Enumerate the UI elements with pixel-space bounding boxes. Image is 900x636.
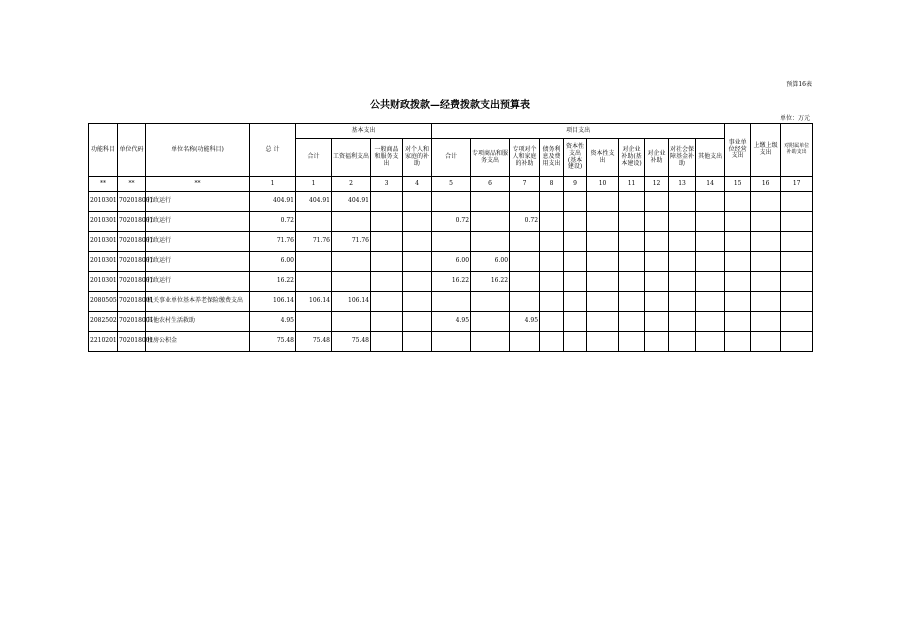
project-personal-cell: 4.95 (510, 312, 540, 332)
budget-table (88, 123, 813, 352)
debt-interest-cell (540, 312, 564, 332)
unit-code-cell: 702018001 (118, 252, 146, 272)
index-cell: ** (118, 177, 146, 192)
unit-name-cell: 行政运行 (146, 252, 250, 272)
basic-salary-cell (332, 212, 371, 232)
superior-cell (751, 312, 781, 332)
basic-salary-cell: 75.48 (332, 332, 371, 352)
header-basic-sub: 对个人和家庭的补助 (403, 139, 432, 177)
enterprise-cell (645, 252, 669, 272)
func-code-cell: 2010301 (89, 232, 118, 252)
header-project-sub: 专项商品和服务支出 (471, 139, 510, 177)
index-cell: 3 (371, 177, 403, 192)
header-total: 总 计 (250, 124, 296, 177)
index-cell: 16 (751, 177, 781, 192)
project-goods-cell: 16.22 (471, 272, 510, 292)
header-basic-sub: 一般商品和服务支出 (371, 139, 403, 177)
subsidy-cell (781, 252, 813, 272)
header-subsidy: 对附属单位补助支出 (781, 124, 813, 177)
func-code-cell: 2010301 (89, 192, 118, 212)
other-cell (696, 192, 725, 212)
social-security-cell (669, 212, 696, 232)
social-security-cell (669, 272, 696, 292)
other-cell (696, 272, 725, 292)
project-goods-cell (471, 312, 510, 332)
unit-name-cell: 行政运行 (146, 232, 250, 252)
basic-total-cell: 106.14 (296, 292, 332, 312)
superior-cell (751, 272, 781, 292)
subsidy-cell (781, 332, 813, 352)
business-cell (725, 232, 751, 252)
superior-cell (751, 232, 781, 252)
social-security-cell (669, 252, 696, 272)
capital-cell (587, 232, 619, 252)
unit-name-cell: 住房公积金 (146, 332, 250, 352)
subsidy-cell (781, 212, 813, 232)
basic-salary-cell: 71.76 (332, 232, 371, 252)
social-security-cell (669, 192, 696, 212)
project-personal-cell (510, 272, 540, 292)
subsidy-cell (781, 232, 813, 252)
debt-interest-cell (540, 332, 564, 352)
unit-name-cell: 机关事业单位基本养老保险缴费支出 (146, 292, 250, 312)
basic-total-cell (296, 252, 332, 272)
basic-total-cell (296, 312, 332, 332)
total-cell: 0.72 (250, 212, 296, 232)
other-cell (696, 332, 725, 352)
project-personal-cell (510, 232, 540, 252)
table-number-label: 预算16表 (786, 81, 812, 88)
unit-code-cell: 702018001 (118, 272, 146, 292)
basic-goods-cell (371, 252, 403, 272)
basic-personal-cell (403, 272, 432, 292)
unit-name-cell: 行政运行 (146, 192, 250, 212)
capital-cell (587, 252, 619, 272)
func-code-cell: 2080505 (89, 292, 118, 312)
project-personal-cell (510, 252, 540, 272)
header-project-sub: 合计 (432, 139, 471, 177)
capital-cell (587, 192, 619, 212)
index-cell: 11 (619, 177, 645, 192)
superior-cell (751, 332, 781, 352)
unit-code-cell: 702018001 (118, 312, 146, 332)
header-unit-code: 单位代码 (118, 124, 146, 177)
capital-cell (587, 332, 619, 352)
basic-salary-cell (332, 312, 371, 332)
debt-interest-cell (540, 232, 564, 252)
social-security-cell (669, 332, 696, 352)
index-cell: 17 (781, 177, 813, 192)
index-cell: 13 (669, 177, 696, 192)
basic-goods-cell (371, 192, 403, 212)
capital-construction-cell (564, 332, 587, 352)
enterprise-cell (645, 232, 669, 252)
total-cell: 4.95 (250, 312, 296, 332)
enterprise-construction-cell (619, 312, 645, 332)
basic-goods-cell (371, 272, 403, 292)
project-goods-cell (471, 332, 510, 352)
table-row (89, 192, 813, 212)
project-total-cell: 4.95 (432, 312, 471, 332)
capital-cell (587, 312, 619, 332)
superior-cell (751, 252, 781, 272)
superior-cell (751, 292, 781, 312)
debt-interest-cell (540, 292, 564, 312)
enterprise-cell (645, 332, 669, 352)
capital-cell (587, 212, 619, 232)
basic-personal-cell (403, 332, 432, 352)
header-basic-sub: 合计 (296, 139, 332, 177)
table-row (89, 252, 813, 272)
superior-cell (751, 192, 781, 212)
capital-cell (587, 292, 619, 312)
social-security-cell (669, 312, 696, 332)
column-index-row (89, 177, 813, 192)
func-code-cell: 2082502 (89, 312, 118, 332)
basic-total-cell: 75.48 (296, 332, 332, 352)
capital-construction-cell (564, 232, 587, 252)
project-goods-cell: 6.00 (471, 252, 510, 272)
table-row (89, 212, 813, 232)
unit-code-cell: 702018001 (118, 292, 146, 312)
enterprise-cell (645, 272, 669, 292)
basic-personal-cell (403, 192, 432, 212)
func-code-cell: 2010301 (89, 272, 118, 292)
table-row (89, 272, 813, 292)
basic-salary-cell (332, 252, 371, 272)
header-project-sub: 债务利息及费用支出 (540, 139, 564, 177)
unit-name-cell: 行政运行 (146, 272, 250, 292)
basic-total-cell (296, 272, 332, 292)
business-cell (725, 212, 751, 232)
header-project-sub: 对社会保障基金补助 (669, 139, 696, 177)
total-cell: 404.91 (250, 192, 296, 212)
basic-personal-cell (403, 212, 432, 232)
header-basic-sub: 工资福利支出 (332, 139, 371, 177)
other-cell (696, 292, 725, 312)
basic-salary-cell: 404.91 (332, 192, 371, 212)
index-cell: 14 (696, 177, 725, 192)
index-cell: 15 (725, 177, 751, 192)
index-cell: 2 (332, 177, 371, 192)
debt-interest-cell (540, 272, 564, 292)
basic-personal-cell (403, 232, 432, 252)
enterprise-cell (645, 192, 669, 212)
enterprise-construction-cell (619, 232, 645, 252)
basic-goods-cell (371, 332, 403, 352)
page-title: 公共财政拨款—经费拨款支出预算表 (370, 100, 530, 111)
enterprise-cell (645, 312, 669, 332)
table-row (89, 292, 813, 312)
capital-construction-cell (564, 292, 587, 312)
project-personal-cell (510, 292, 540, 312)
func-code-cell: 2210201 (89, 332, 118, 352)
business-cell (725, 192, 751, 212)
business-cell (725, 312, 751, 332)
basic-total-cell: 71.76 (296, 232, 332, 252)
capital-construction-cell (564, 212, 587, 232)
enterprise-cell (645, 292, 669, 312)
other-cell (696, 212, 725, 232)
other-cell (696, 232, 725, 252)
header-business: 事业单位经营支出 (725, 124, 751, 177)
index-cell: 1 (296, 177, 332, 192)
index-cell: 1 (250, 177, 296, 192)
basic-salary-cell: 106.14 (332, 292, 371, 312)
enterprise-construction-cell (619, 192, 645, 212)
subsidy-cell (781, 272, 813, 292)
basic-personal-cell (403, 252, 432, 272)
unit-code-cell: 702018001 (118, 192, 146, 212)
unit-name-cell: 行政运行 (146, 212, 250, 232)
total-cell: 71.76 (250, 232, 296, 252)
capital-construction-cell (564, 312, 587, 332)
table-body (89, 192, 813, 352)
project-goods-cell (471, 292, 510, 312)
header-project-sub: 其他支出 (696, 139, 725, 177)
business-cell (725, 272, 751, 292)
func-code-cell: 2010301 (89, 212, 118, 232)
basic-goods-cell (371, 312, 403, 332)
basic-personal-cell (403, 292, 432, 312)
project-personal-cell: 0.72 (510, 212, 540, 232)
total-cell: 16.22 (250, 272, 296, 292)
project-total-cell (432, 292, 471, 312)
subsidy-cell (781, 312, 813, 332)
business-cell (725, 332, 751, 352)
unit-code-cell: 702018001 (118, 212, 146, 232)
header-project-sub: 资本性支出(基本建设) (564, 139, 587, 177)
header-project: 项目支出 (432, 124, 725, 139)
social-security-cell (669, 292, 696, 312)
header-project-sub: 专项对个人和家庭的补助 (510, 139, 540, 177)
other-cell (696, 252, 725, 272)
project-total-cell (432, 332, 471, 352)
capital-cell (587, 272, 619, 292)
header-row-1 (89, 124, 813, 139)
basic-goods-cell (371, 212, 403, 232)
header-basic: 基本支出 (296, 124, 432, 139)
basic-salary-cell (332, 272, 371, 292)
debt-interest-cell (540, 192, 564, 212)
table-row (89, 332, 813, 352)
func-code-cell: 2010301 (89, 252, 118, 272)
unit-code-cell: 702018001 (118, 232, 146, 252)
enterprise-construction-cell (619, 252, 645, 272)
project-personal-cell (510, 192, 540, 212)
index-cell: 12 (645, 177, 669, 192)
index-cell: 5 (432, 177, 471, 192)
project-personal-cell (510, 332, 540, 352)
other-cell (696, 312, 725, 332)
table-row (89, 232, 813, 252)
capital-construction-cell (564, 252, 587, 272)
enterprise-cell (645, 212, 669, 232)
index-cell: 10 (587, 177, 619, 192)
business-cell (725, 292, 751, 312)
enterprise-construction-cell (619, 332, 645, 352)
social-security-cell (669, 232, 696, 252)
project-total-cell: 0.72 (432, 212, 471, 232)
capital-construction-cell (564, 192, 587, 212)
project-goods-cell (471, 212, 510, 232)
index-cell: 9 (564, 177, 587, 192)
capital-construction-cell (564, 272, 587, 292)
project-total-cell: 16.22 (432, 272, 471, 292)
index-cell: 8 (540, 177, 564, 192)
project-total-cell: 6.00 (432, 252, 471, 272)
project-goods-cell (471, 192, 510, 212)
table-row (89, 312, 813, 332)
superior-cell (751, 212, 781, 232)
project-total-cell (432, 192, 471, 212)
index-cell: ** (146, 177, 250, 192)
unit-name-cell: 其他农村生活救助 (146, 312, 250, 332)
business-cell (725, 252, 751, 272)
total-cell: 75.48 (250, 332, 296, 352)
enterprise-construction-cell (619, 292, 645, 312)
debt-interest-cell (540, 212, 564, 232)
index-cell: ** (89, 177, 118, 192)
header-project-sub: 资本性支出 (587, 139, 619, 177)
enterprise-construction-cell (619, 212, 645, 232)
enterprise-construction-cell (619, 272, 645, 292)
basic-goods-cell (371, 292, 403, 312)
header-project-sub: 对企业补助(基本建设) (619, 139, 645, 177)
basic-personal-cell (403, 312, 432, 332)
subsidy-cell (781, 192, 813, 212)
index-cell: 6 (471, 177, 510, 192)
basic-goods-cell (371, 232, 403, 252)
header-unit-name: 单位名称(功能科目) (146, 124, 250, 177)
header-func-code: 功能科目 (89, 124, 118, 177)
debt-interest-cell (540, 252, 564, 272)
unit-code-cell: 702018001 (118, 332, 146, 352)
header-superior: 上缴上级支出 (751, 124, 781, 177)
total-cell: 106.14 (250, 292, 296, 312)
total-cell: 6.00 (250, 252, 296, 272)
basic-total-cell (296, 212, 332, 232)
index-cell: 4 (403, 177, 432, 192)
project-goods-cell (471, 232, 510, 252)
unit-label: 单位：万元 (779, 115, 810, 122)
project-total-cell (432, 232, 471, 252)
index-cell: 7 (510, 177, 540, 192)
header-project-sub: 对企业补助 (645, 139, 669, 177)
basic-total-cell: 404.91 (296, 192, 332, 212)
subsidy-cell (781, 292, 813, 312)
